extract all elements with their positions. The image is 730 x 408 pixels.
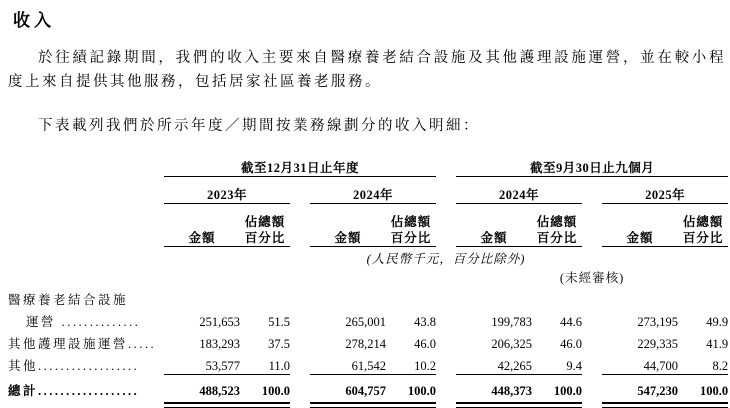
amount-header: 金額 — [164, 203, 240, 246]
revenue-table — [8, 152, 728, 408]
total-amount-cell: 488,523 — [199, 383, 240, 398]
row-label-medical-eldercare-facilities: 醫療養老結合設施 — [8, 292, 129, 307]
amount-header: 金額 — [602, 203, 678, 246]
amount-cell: 278,214 — [345, 336, 386, 351]
pct-header: 佔總額 百分比 — [240, 203, 290, 246]
amount-cell: 53,577 — [164, 352, 240, 375]
unit-note: (人民幣千元，百分比除外) — [366, 251, 526, 266]
table-row — [8, 308, 728, 330]
row-label-others: 其他.................. — [8, 359, 140, 373]
pct-header: 佔總額 百分比 — [386, 203, 436, 246]
year-header-row — [8, 176, 728, 203]
table-row — [8, 286, 728, 308]
table-intro-paragraph: 下表載列我們於所示年度／期間按業務線劃分的收入明細： — [38, 118, 480, 134]
total-pct-cell: 100.0 — [407, 383, 437, 398]
pct-cell: 51.5 — [268, 314, 290, 329]
total-pct-cell: 100.0 — [553, 383, 583, 398]
pct-cell: 11.0 — [240, 352, 290, 375]
double-rule — [310, 402, 386, 408]
period-group-header-row — [8, 152, 728, 177]
year-header-9m2025: 2025年 — [602, 176, 728, 203]
total-amount-cell: 448,373 — [491, 383, 533, 398]
double-rule — [386, 402, 436, 408]
amount-cell: 44,700 — [602, 352, 678, 375]
pct-cell: 46.0 — [560, 336, 583, 351]
subheader-row — [8, 203, 728, 246]
year-header-2024: 2024年 — [310, 176, 436, 203]
row-label-other-care-facilities: 其他護理設施運營..... — [8, 336, 157, 351]
amount-header: 金額 — [310, 203, 386, 246]
pct-cell: 10.2 — [386, 352, 436, 375]
double-rule — [164, 402, 240, 408]
pct-cell: 9.4 — [532, 352, 582, 375]
double-rule — [602, 402, 678, 408]
year-header-2023: 2023年 — [164, 176, 290, 203]
year-header-9m2024: 2024年 — [456, 176, 582, 203]
pct-cell: 43.8 — [414, 314, 437, 329]
intro-paragraph: 於往績記錄期間，我們的收入主要來自醫療養老結合設施及其他護理設施運營，並在較小程度上來自提供其他服務，包括居家社區養老服務。 — [8, 50, 726, 90]
double-rule — [456, 402, 532, 408]
total-amount-cell: 547,230 — [637, 383, 679, 398]
pct-cell: 49.9 — [706, 314, 729, 329]
table-row — [8, 330, 728, 352]
unaudited-note: (未經審核) — [559, 270, 625, 285]
row-label-operations: 運營 .............. — [26, 314, 141, 329]
double-rule — [240, 402, 290, 408]
pct-header: 佔總額 百分比 — [678, 203, 728, 246]
period-group-annual: 截至12月31日止年度 — [164, 152, 436, 177]
period-group-interim: 截至9月30日止九個月 — [456, 152, 728, 177]
unit-note-row — [8, 246, 728, 267]
page-title: 收入 — [13, 11, 55, 30]
amount-header: 金額 — [456, 203, 532, 246]
unaudited-note-row — [8, 267, 728, 286]
amount-cell: 199,783 — [491, 314, 533, 329]
double-rule — [532, 402, 582, 408]
pct-cell: 37.5 — [268, 336, 290, 351]
total-amount-cell: 604,757 — [345, 383, 386, 398]
amount-cell: 229,335 — [637, 336, 679, 351]
pct-cell: 44.6 — [560, 314, 583, 329]
amount-cell: 42,265 — [456, 352, 532, 375]
pct-header: 佔總額 百分比 — [532, 203, 582, 246]
amount-cell: 183,293 — [199, 336, 240, 351]
total-pct-cell: 100.0 — [699, 383, 729, 398]
amount-cell: 273,195 — [637, 314, 679, 329]
total-row — [8, 374, 728, 399]
pct-cell: 46.0 — [414, 336, 437, 351]
pct-cell: 8.2 — [678, 352, 728, 375]
total-pct-cell: 100.0 — [261, 383, 290, 398]
amount-cell: 61,542 — [310, 352, 386, 375]
amount-cell: 206,325 — [491, 336, 533, 351]
double-rule — [678, 402, 728, 408]
pct-cell: 41.9 — [706, 336, 729, 351]
amount-cell: 265,001 — [345, 314, 386, 329]
row-label-total: 總計.................. — [8, 383, 140, 398]
amount-cell: 251,653 — [199, 314, 240, 329]
table-row — [8, 352, 728, 375]
